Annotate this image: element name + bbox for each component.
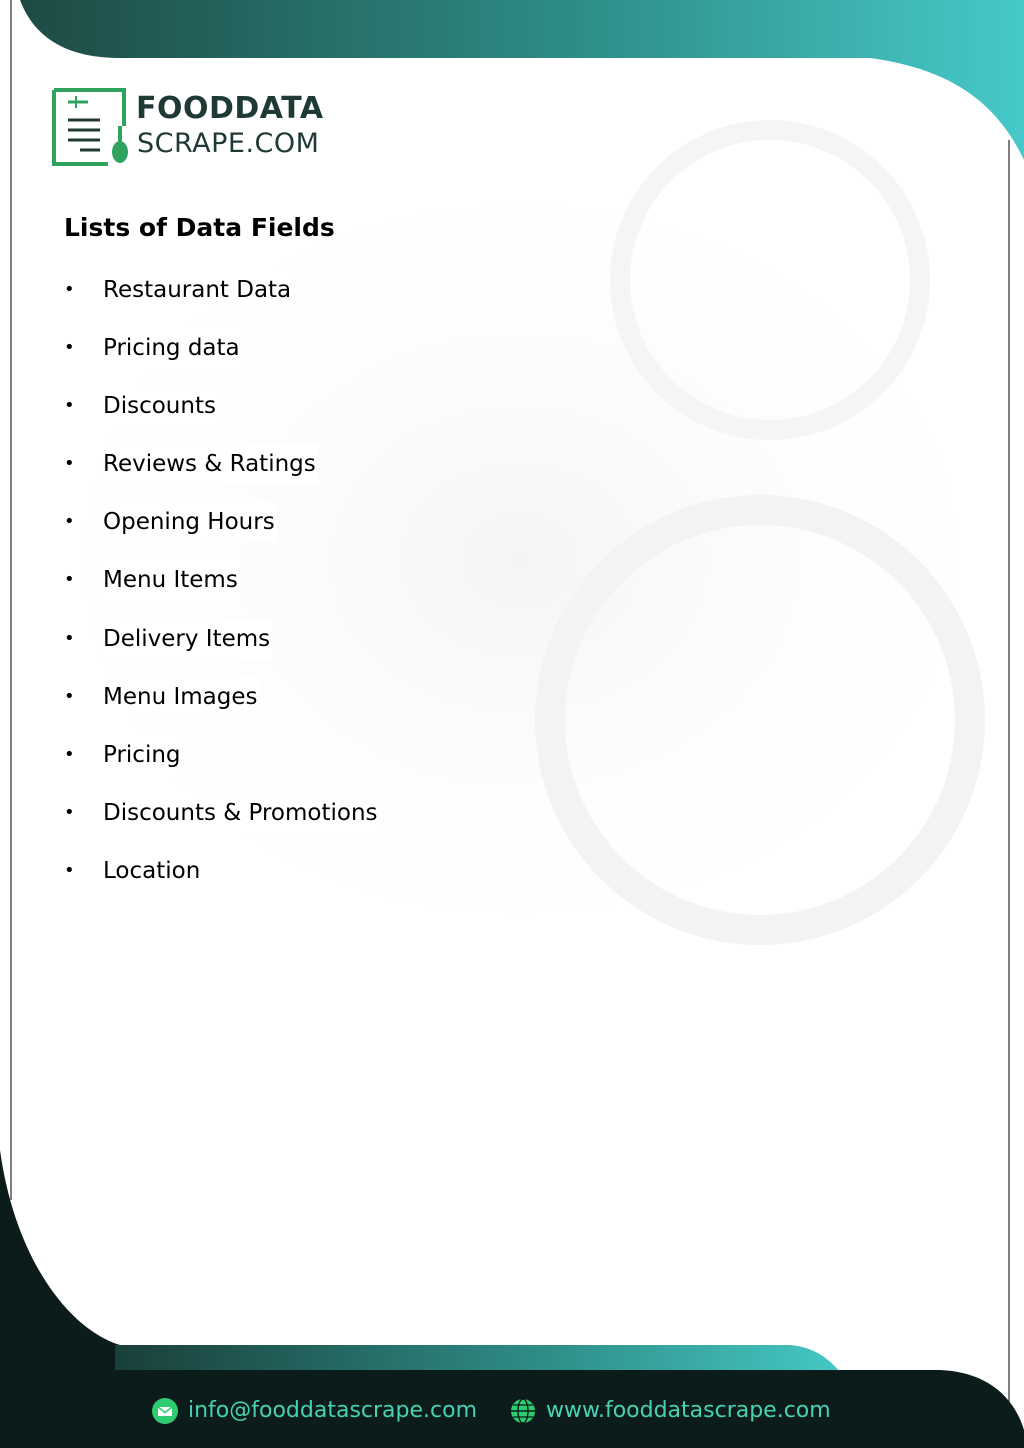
data-fields-list: [64, 270, 380, 909]
website-text: www.fooddatascrape.com: [546, 1398, 831, 1423]
brand-name-primary: FOODDATA: [136, 91, 324, 126]
list-item-label: Discounts: [103, 386, 218, 426]
email-link[interactable]: [152, 1388, 477, 1434]
bullet-icon: •: [64, 627, 75, 649]
list-item-label: Location: [103, 851, 202, 891]
list-item: [64, 677, 380, 735]
list-item-label: Opening Hours: [103, 502, 277, 542]
menu-card-icon: [50, 86, 130, 168]
bullet-icon: •: [64, 395, 75, 417]
brand-name-secondary: SCRAPE.COM: [137, 128, 320, 159]
bullet-icon: •: [64, 569, 75, 591]
bullet-icon: •: [64, 859, 75, 881]
list-item-label: Pricing: [103, 735, 183, 775]
list-item-label: Reviews & Ratings: [103, 444, 318, 484]
list-item: [64, 386, 380, 444]
footer-bar: [0, 1388, 1024, 1436]
list-item-label: Pricing data: [103, 328, 242, 368]
list-item: [64, 502, 380, 560]
brand-logo: [50, 86, 340, 170]
list-item-label: Menu Images: [103, 677, 259, 717]
bullet-icon: •: [64, 279, 75, 300]
bullet-icon: •: [64, 337, 75, 359]
list-item: [64, 793, 380, 851]
list-item: [64, 444, 380, 502]
bullet-icon: •: [64, 453, 75, 475]
globe-icon: [510, 1398, 536, 1424]
section-heading: Lists of Data Fields: [64, 213, 335, 242]
bullet-icon: •: [64, 511, 75, 533]
list-item: [64, 851, 380, 909]
list-item: [64, 619, 380, 677]
bullet-icon: •: [64, 743, 75, 765]
email-icon: [152, 1398, 178, 1424]
list-item-label: Menu Items: [103, 560, 240, 600]
list-item-label: Discounts & Promotions: [103, 793, 380, 833]
email-text: info@fooddatascrape.com: [188, 1398, 478, 1423]
bullet-icon: •: [64, 685, 75, 707]
list-item-label: Delivery Items: [103, 619, 272, 659]
list-item-label: Restaurant Data: [103, 270, 293, 310]
list-item: [64, 735, 380, 793]
list-item: [64, 560, 380, 618]
list-item: [64, 270, 380, 328]
website-link[interactable]: [510, 1388, 831, 1434]
list-item: [64, 328, 380, 386]
bullet-icon: •: [64, 801, 75, 823]
